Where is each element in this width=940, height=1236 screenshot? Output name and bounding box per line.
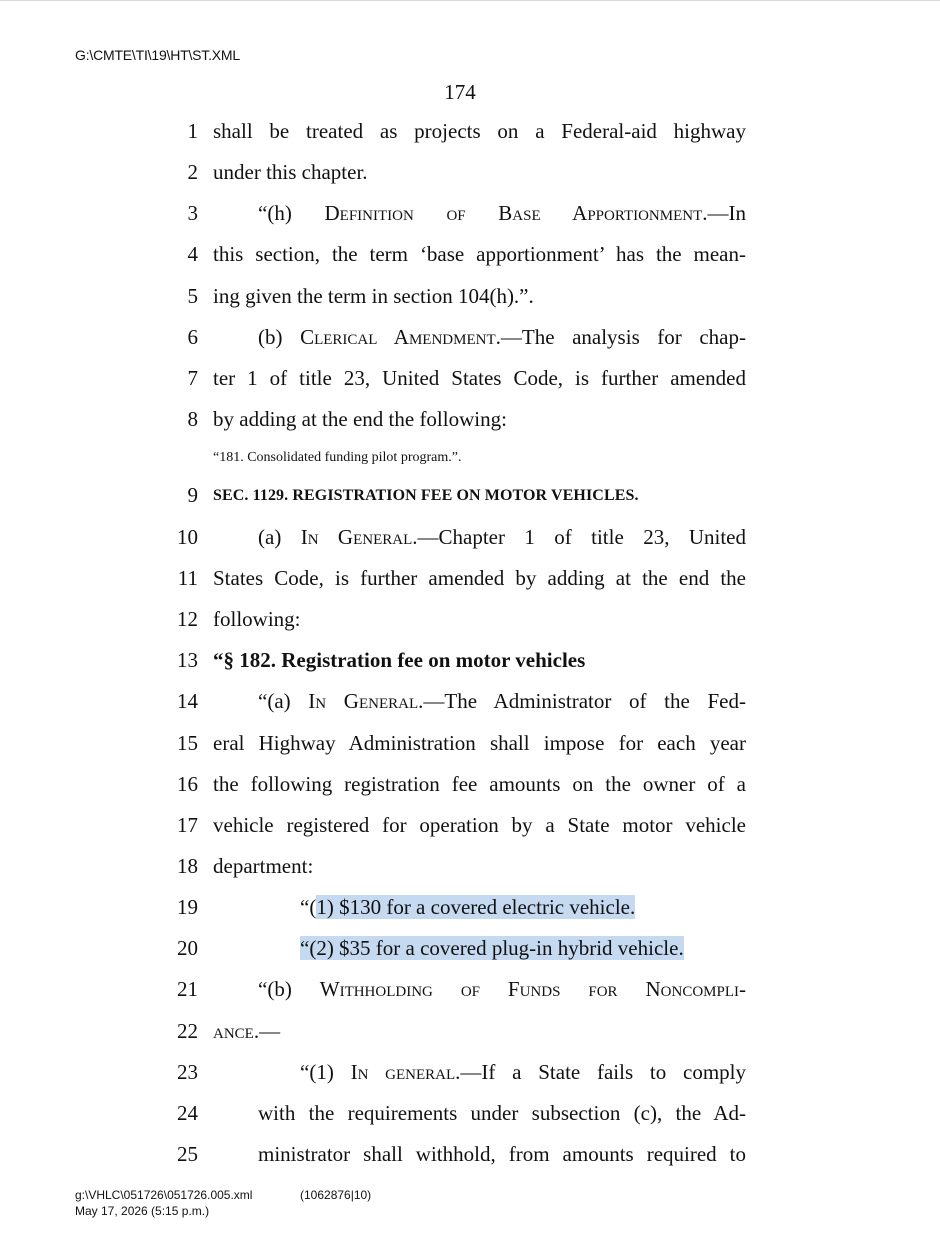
code-section-heading: “§ 182. Registration fee on motor vehicles bbox=[213, 648, 586, 672]
line-text: ministrator shall withhold, from amounts required to bbox=[258, 1142, 746, 1166]
selected-text-highlight[interactable]: “(2) $35 for a covered plug-in hybrid vehicle. bbox=[300, 936, 684, 960]
line-text: by adding at the end the following: bbox=[213, 407, 507, 431]
line-number: 7 bbox=[187, 366, 198, 390]
subsection-heading-line bbox=[258, 201, 746, 225]
line-number: 2 bbox=[187, 160, 198, 184]
text-run: (b) bbox=[258, 325, 301, 349]
file-path-header: G:\CMTE\TI\19\HT\ST.XML bbox=[75, 47, 240, 63]
line-number: 21 bbox=[177, 977, 198, 1001]
text-run: .—If a State fails to comply bbox=[455, 1060, 746, 1084]
line-text: ter 1 of title 23, United States Code, is further amended bbox=[213, 366, 746, 390]
line-text: vehicle registered for operation by a State motor vehicle bbox=[213, 813, 746, 837]
text-run: .—Chapter 1 of title 23, United bbox=[412, 525, 746, 549]
line-number: 3 bbox=[187, 201, 198, 225]
paragraph-line bbox=[300, 895, 746, 919]
small-caps-heading: Clerical Amendment bbox=[300, 325, 496, 349]
subsection-heading-line bbox=[258, 977, 746, 1001]
text-run: “(h) bbox=[258, 201, 325, 225]
page-top-border bbox=[0, 0, 940, 1]
text-run: .— bbox=[253, 1019, 281, 1043]
line-text: eral Highway Administration shall impose for each year bbox=[213, 731, 746, 755]
line-number: 23 bbox=[177, 1060, 198, 1084]
subsection-heading-line bbox=[258, 525, 746, 549]
footer-document-code: (1062876|10) bbox=[300, 1188, 372, 1202]
text-run: “(a) bbox=[258, 689, 309, 713]
subsection-heading-line bbox=[213, 1019, 746, 1043]
line-number: 18 bbox=[177, 854, 198, 878]
toc-entry: “181. Consolidated funding pilot program.”. bbox=[213, 450, 462, 465]
line-number: 17 bbox=[177, 813, 198, 837]
small-caps-heading: In general bbox=[350, 1060, 456, 1084]
text-run: .—The Administrator of the Fed- bbox=[418, 689, 746, 713]
line-number: 20 bbox=[177, 936, 198, 960]
line-number: 15 bbox=[177, 731, 198, 755]
text-run: .—In bbox=[702, 201, 747, 225]
subsection-heading-line bbox=[258, 325, 746, 349]
small-caps-heading: ance bbox=[213, 1019, 254, 1043]
small-caps-heading: Withholding of Funds for Noncompli- bbox=[319, 977, 746, 1001]
line-number: 8 bbox=[187, 407, 198, 431]
line-number: 19 bbox=[177, 895, 198, 919]
line-number: 5 bbox=[187, 284, 198, 308]
line-text: following: bbox=[213, 607, 301, 631]
small-caps-heading: Definition of Base Apportionment bbox=[324, 201, 703, 225]
line-number: 13 bbox=[177, 648, 198, 672]
line-number: 1 bbox=[187, 119, 198, 143]
line-number: 4 bbox=[187, 242, 198, 266]
line-text: the following registration fee amounts on the owner of a bbox=[213, 772, 746, 796]
footer-date: May 17, 2026 (5:15 p.m.) bbox=[75, 1204, 210, 1218]
line-number: 22 bbox=[177, 1019, 198, 1043]
text-run: “(1) bbox=[300, 1060, 351, 1084]
line-text: States Code, is further amended by adding at the end the bbox=[213, 566, 746, 590]
line-text: with the requirements under subsection (c), the Ad- bbox=[258, 1101, 746, 1125]
line-number: 14 bbox=[177, 689, 198, 713]
line-number: 11 bbox=[177, 566, 198, 590]
line-number: 12 bbox=[177, 607, 198, 631]
line-text: this section, the term ‘base apportionment’ has the mean- bbox=[213, 242, 746, 266]
line-number: 16 bbox=[177, 772, 198, 796]
line-number: 6 bbox=[187, 325, 198, 349]
section-heading: SEC. 1129. REGISTRATION FEE ON MOTOR VEHICLES. bbox=[213, 487, 639, 504]
line-number: 24 bbox=[177, 1101, 198, 1125]
page-number: 174 bbox=[444, 80, 476, 104]
text-run: “( bbox=[300, 895, 317, 919]
selected-text-highlight[interactable]: 1) $130 for a covered electric vehicle. bbox=[316, 895, 636, 919]
small-caps-heading: In General bbox=[300, 525, 413, 549]
footer-file-path: g:\VHLC\051726\051726.005.xml bbox=[75, 1188, 253, 1202]
line-number: 10 bbox=[177, 525, 198, 549]
small-caps-heading: In General bbox=[308, 689, 419, 713]
line-number: 9 bbox=[187, 483, 198, 507]
line-text: ing given the term in section 104(h).”. bbox=[213, 284, 534, 308]
line-text: shall be treated as projects on a Federal-aid highway bbox=[213, 119, 746, 143]
paragraph-line bbox=[300, 936, 746, 960]
paragraph-heading-line bbox=[300, 1060, 746, 1084]
subsection-heading-line bbox=[258, 689, 746, 713]
text-run: .—The analysis for chap- bbox=[495, 325, 746, 349]
line-text: department: bbox=[213, 854, 314, 878]
text-run: “(b) bbox=[258, 977, 320, 1001]
line-text: under this chapter. bbox=[213, 160, 368, 184]
line-number: 25 bbox=[177, 1142, 198, 1166]
text-run: (a) bbox=[258, 525, 301, 549]
